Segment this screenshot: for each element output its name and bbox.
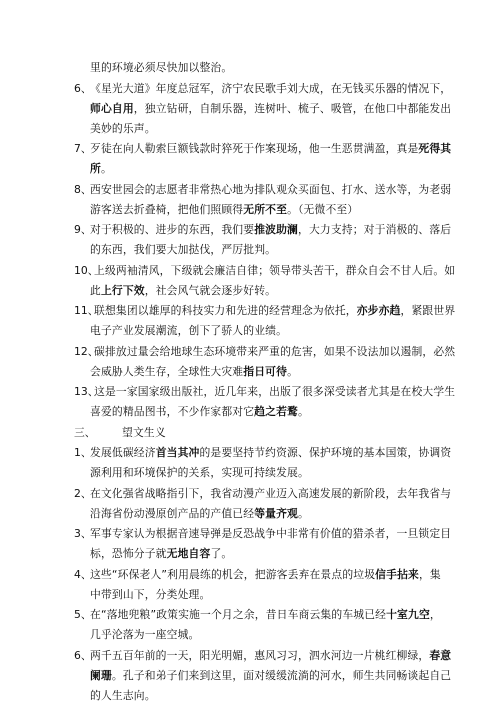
text-line: 此上行下效，社会风气就会逐步好转。 [90, 284, 277, 297]
text-line: 对于积极的、进步的东西，我们要推波助澜，大力支持；对于消极的、落后 [90, 223, 452, 236]
text-line: 《星光大道》年度总冠军，济宁农民歌手刘大成，在无钱买乐器的情况下， [90, 82, 452, 95]
text-line: 在文化强省战略指引下，我省动漫产业迈入高速发展的新阶段，去年我省与 [90, 487, 452, 500]
text-line: 歹徒在向人勒索巨额钱款时猝死于作案现场，他一生恶贯满盈，真是死得其 [90, 142, 452, 155]
text-line: 上级两袖清风，下级就会廉洁自律；领导带头苦干，群众自会不甘人后。如 [94, 264, 456, 277]
text-line: 这是一家国家级出版社，近几年来，出版了很多深受读者尤其是在校大学生 [94, 385, 456, 398]
text-line: 电子产业发展潮流，创下了骄人的业绩。 [90, 324, 288, 337]
item-number: 11、 [74, 304, 99, 317]
item-number: 5、 [74, 608, 92, 621]
text-line: 碳排放过量会给地球生态环境带来严重的危害，如果不设法加以遏制，必然 [94, 345, 456, 358]
text-line: 所。 [90, 162, 112, 175]
text-line: 游客送去折叠椅，把他们照顾得无所不至。（无微不至） [90, 203, 359, 216]
text-line: 发展低碳经济首当其冲的是要坚持节约资源、保护环境的基本国策，协调资 [90, 446, 452, 459]
text-line: 的人生志向。 [90, 689, 156, 702]
item-number: 10、 [74, 264, 99, 277]
text-line: 阑珊。孔子和弟子们来到这里，面对缓缓流淌的河水，师生共同畅谈起自己 [90, 669, 452, 682]
text-line: 师心自用，独立钻研，自制乐器，连树叶、梳子、吸管，在他口中都能发出 [90, 102, 452, 115]
text-line: 沿海省份动漫原创产品的产值已经等量齐观。 [90, 507, 309, 520]
text-line: 美妙的乐声。 [90, 122, 156, 135]
item-number: 2、 [74, 487, 92, 500]
item-number: 12、 [74, 345, 99, 358]
item-number: 1、 [74, 446, 92, 459]
item-number: 8、 [74, 183, 92, 196]
item-number: 6、 [74, 82, 92, 95]
item-number: 4、 [74, 568, 92, 581]
section-heading: 望文生义 [122, 426, 166, 439]
item-number: 7、 [74, 142, 92, 155]
text-line: 中带到山下，分类处理。 [90, 588, 211, 601]
text-line: 里的环境必须尽快加以整治。 [90, 61, 233, 74]
text-line: 西安世园会的志愿者非常热心地为排队观众买面包、打水、送水等，为老弱 [90, 183, 452, 196]
text-line: 联想集团以雄厚的科技实力和先进的经营理念为依托，亦步亦趋，紧跟世界 [94, 304, 456, 317]
text-line: 喜爱的精品图书，不少作家都对它趋之若鹜。 [90, 405, 309, 418]
text-line: 在“落地兜粮”政策实施一个月之余，昔日车商云集的车城已经十室九空， [90, 608, 441, 621]
text-line: 会威胁人类生存，全球性大灾难指日可待。 [90, 365, 299, 378]
item-number: 3、 [74, 527, 92, 540]
text-line: 标，恐怖分子就无地自容了。 [90, 547, 233, 560]
item-number: 9、 [74, 223, 92, 236]
item-number: 6、 [74, 649, 92, 662]
text-line: 军事专家认为根据音速导弹是反恐战争中非常有价值的猎杀者，一旦锁定目 [90, 527, 452, 540]
text-line: 两千五百年前的一天，阳光明媚，惠风习习，泗水河边一片桃红柳绿，春意 [90, 649, 452, 662]
text-line: 源利用和环境保护的关系，实现可持续发展。 [90, 466, 309, 479]
item-number: 13、 [74, 385, 99, 398]
text-line: 几乎沦落为一座空城。 [90, 628, 200, 641]
text-line: 的东西，我们要大加挞伐，严厉批判。 [90, 243, 277, 256]
text-line: 这些“环保老人”利用晨练的机会，把游客丢弃在景点的垃圾信手拈来，集 [90, 568, 441, 581]
section-number: 三、 [74, 426, 96, 439]
